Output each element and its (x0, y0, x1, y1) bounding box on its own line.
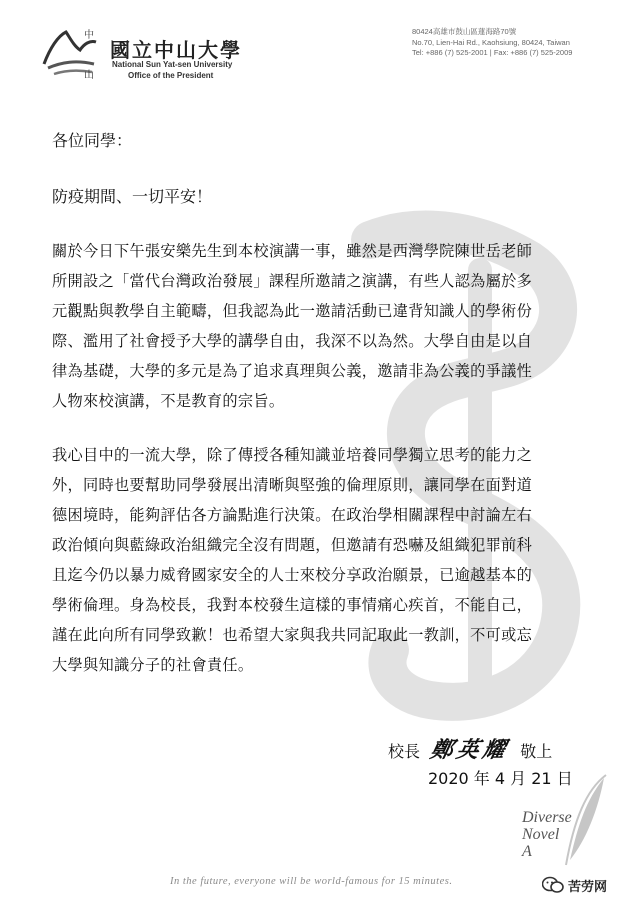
phone-fax (412, 48, 608, 59)
letter-date: 2020 年 4 月 21 日 (428, 769, 573, 788)
para-line: 政治傾向與藍綠政治組織完全沒有問題，但邀請有恐嚇及組織犯罪前科 (52, 536, 533, 554)
para-line: 德困境時，能夠評估各方論點進行決策。在政治學相關課程中討論左右 (52, 506, 533, 524)
phone: Tel: +886 (7) 525-2001 (412, 48, 488, 57)
para-line: 元觀點與教學自主範疇，但我認為此一邀請活動已違背知識人的學術份 (52, 302, 533, 320)
divider: | (489, 48, 494, 57)
para-line: 際、濫用了社會授予大學的講學自由，我深不以為然。大學自由是以自 (52, 332, 533, 350)
svg-text:中: 中 (84, 30, 94, 41)
university-logo-icon (40, 24, 104, 80)
para-line: 人物來校演講，不是教育的宗旨。 (52, 392, 285, 410)
para-line: 大學與知識分子的社會責任。 (52, 656, 254, 674)
signature-line (388, 733, 552, 764)
motto-word: Novel (522, 826, 560, 843)
letter-greeting: 各位同學： (52, 131, 133, 150)
address-cn: 80424高雄市鼓山區蓮海路70號 (412, 27, 517, 36)
wechat-label: 苦劳网 (568, 879, 608, 895)
para-line: 所開設之「當代台灣政治發展」課程所邀請之演講，有些人認為屬於多 (52, 272, 533, 290)
paragraph-2 (52, 440, 608, 680)
office-name: Office of the President (128, 71, 214, 80)
letter-wish: 防疫期間、一切平安！ (52, 187, 213, 206)
address-en: No.70, Lien-Hai Rd., Kaohsiung, 80424, Taiwan (412, 37, 570, 47)
university-name-en: National Sun Yat-sen University (112, 60, 233, 69)
motto-word: A (522, 843, 532, 860)
para-line: 我心目中的一流大學，除了傳授各種知識並培養同學獨立思考的能力之 (52, 446, 533, 464)
university-name-cn: 國立中山大學 (110, 38, 242, 62)
para-line: 且迄今仍以暴力威脅國家安全的人士來校分享政治願景，已逾越基本的 (52, 566, 533, 584)
motto-mark (522, 810, 572, 861)
paragraph-1 (52, 236, 608, 416)
footer-quote: In the future, everyone will be world-famous for 15 minutes. (170, 876, 453, 887)
contact-block (412, 27, 608, 59)
para-line: 謹在此向所有同學致歉！也希望大家與我共同記取此一教訓，不可或忘 (52, 626, 533, 644)
motto-word: Diverse (522, 809, 572, 826)
wechat-icon (542, 876, 564, 894)
wechat-watermark (542, 872, 607, 898)
sign-close: 敬上 (520, 742, 553, 761)
svg-text:山: 山 (84, 70, 94, 80)
para-line: 外，同時也要幫助同學發展出清晰與堅強的倫理原則，讓同學在面對道 (52, 476, 533, 494)
fax: Fax: +886 (7) 525-2009 (493, 48, 573, 57)
handwritten-signature: 鄭英耀 (428, 737, 512, 763)
signer-title: 校長 (388, 742, 421, 761)
para-line: 學術倫理。身為校長，我對本校發生這樣的事情痛心疾首，不能自己， (52, 596, 533, 614)
para-line: 關於今日下午張安樂先生到本校演講一事，雖然是西灣學院陳世岳老師 (52, 242, 533, 260)
para-line: 律為基礎，大學的多元是為了追求真理與公義，邀請非為公義的爭議性 (52, 362, 533, 380)
